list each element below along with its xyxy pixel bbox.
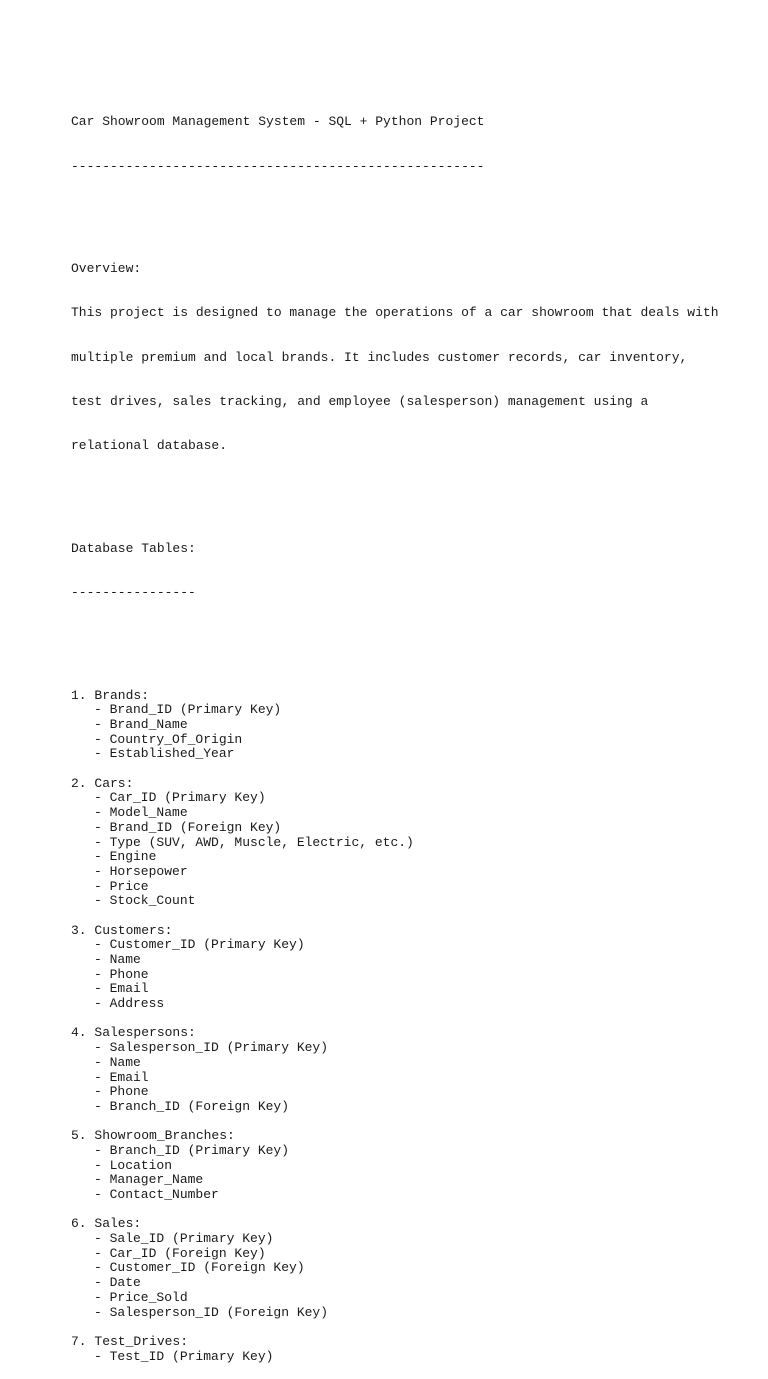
table-section: [71, 924, 751, 1027]
field-item: - Country_Of_Origin: [94, 731, 243, 747]
field-item: - Name: [94, 1054, 141, 1070]
field-item: - Location: [94, 1157, 173, 1173]
field-item: - Email: [94, 1069, 149, 1085]
field-item: - Address: [94, 996, 165, 1012]
table-heading: 2. Cars:: [71, 775, 134, 791]
field-item: - Established_Year: [94, 746, 235, 762]
spacer: [71, 762, 751, 777]
field-item: - Price: [94, 878, 149, 894]
field-item: - Salesperson_ID (Primary Key): [94, 1040, 329, 1056]
field-item: - Phone: [94, 1084, 149, 1100]
table-heading: 7. Test_Drives:: [71, 1333, 189, 1349]
spacer: [71, 1115, 751, 1130]
field-item: - Brand_Name: [94, 717, 188, 733]
field-item: - Customer_ID (Foreign Key): [94, 1260, 305, 1276]
field-item: - Phone: [94, 966, 149, 982]
table-heading: 3. Customers:: [71, 922, 173, 938]
tables-underline: ----------------: [71, 584, 196, 600]
field-item: - Manager_Name: [94, 1172, 204, 1188]
overview-line: This project is designed to manage the operations of a car showroom that deals with: [71, 305, 719, 321]
field-item: - Contact_Number: [94, 1187, 219, 1203]
field-item: - Model_Name: [94, 805, 188, 821]
field-item: - Branch_ID (Primary Key): [94, 1142, 290, 1158]
field-item: - Car_ID (Foreign Key): [94, 1245, 266, 1261]
spacer: [71, 483, 751, 498]
field-item: - Customer_ID (Primary Key): [94, 937, 305, 953]
field-item: - Stock_Count: [94, 893, 196, 909]
field-item: - Horsepower: [94, 863, 188, 879]
table-heading: 4. Salespersons:: [71, 1025, 196, 1041]
spacer: [71, 1320, 751, 1335]
field-item: - Name: [94, 952, 141, 968]
field-item: - Brand_ID (Primary Key): [94, 702, 282, 718]
table-section: [71, 1217, 751, 1335]
field-item: - Price_Sold: [94, 1289, 188, 1305]
table-heading: 6. Sales:: [71, 1216, 142, 1232]
field-item: - Salesperson_ID (Foreign Key): [94, 1304, 329, 1320]
spacer: [71, 204, 751, 219]
field-item: - Date: [94, 1275, 141, 1291]
field-item: - Sale_ID (Primary Key): [94, 1231, 274, 1247]
field-item: - Test_ID (Primary Key): [94, 1348, 274, 1364]
overview-line: test drives, sales tracking, and employee (salesperson) management using a: [71, 393, 649, 409]
overview-heading: Overview:: [71, 261, 142, 277]
spacer: [71, 1012, 751, 1027]
table-list: [71, 689, 751, 1365]
table-section: [71, 689, 751, 777]
table-heading: 1. Brands:: [71, 687, 150, 703]
title-underline: -----------------------------------------------------: [71, 158, 485, 174]
document-page: [71, 86, 751, 1379]
table-section: [71, 1129, 751, 1217]
spacer: [71, 630, 751, 645]
field-item: - Branch_ID (Foreign Key): [94, 1098, 290, 1114]
overview-line: multiple premium and local brands. It includes customer records, car inventory,: [71, 349, 688, 365]
table-section: [71, 1026, 751, 1129]
field-item: - Car_ID (Primary Key): [94, 790, 266, 806]
document-title: Car Showroom Management System - SQL + Python Project: [71, 114, 485, 130]
field-item: - Brand_ID (Foreign Key): [94, 819, 282, 835]
overview-line: relational database.: [71, 437, 228, 453]
table-section: [71, 777, 751, 924]
field-item: - Engine: [94, 849, 157, 865]
spacer: [71, 1203, 751, 1218]
tables-heading: Database Tables:: [71, 540, 196, 556]
table-section: [71, 1335, 751, 1364]
field-item: - Type (SUV, AWD, Muscle, Electric, etc.): [94, 834, 414, 850]
table-heading: 5. Showroom_Branches:: [71, 1128, 235, 1144]
field-item: - Email: [94, 981, 149, 997]
spacer: [71, 909, 751, 924]
